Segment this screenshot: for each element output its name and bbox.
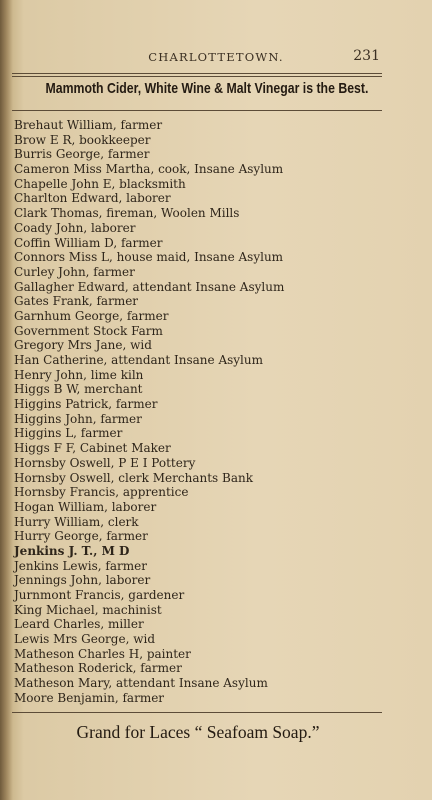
running-title: CHARLOTTETOWN. [148, 50, 284, 64]
directory-entry: Charlton Edward, laborer [14, 191, 171, 206]
directory-entry: Matheson Roderick, farmer [14, 661, 182, 676]
header-rule [12, 73, 382, 74]
directory-entry: Gates Frank, farmer [14, 294, 139, 309]
directory-entry: King Michael, machinist [14, 602, 162, 617]
directory-entry: Government Stock Farm [14, 323, 163, 338]
bottom-advertisement: Grand for Laces “ Seafoam Soap.” [76, 722, 320, 742]
directory-listing [14, 118, 374, 706]
directory-entry: Chapelle John E, blacksmith [14, 176, 186, 191]
directory-entry: Burris George, farmer [14, 147, 150, 162]
directory-entry: Cameron Miss Martha, cook, Insane Asylum [14, 162, 284, 177]
directory-entry: Connors Miss L, house maid, Insane Asylum [14, 250, 284, 265]
directory-entry: Jurnmont Francis, gardener [14, 588, 185, 602]
directory-entry: Coffin William D, farmer [14, 235, 163, 250]
running-head [0, 48, 432, 68]
directory-entry: Coady John, laborer [14, 220, 136, 235]
directory-entry: Jenkins J. T., M D [14, 543, 130, 558]
page-number: 231 [353, 48, 380, 64]
directory-entry: Higgs F F, Cabinet Maker [14, 441, 171, 456]
directory-entry: Henry John, lime kiln [14, 367, 144, 382]
directory-entry: Higgins L, farmer [14, 426, 123, 441]
directory-entry: Higgins Patrick, farmer [14, 397, 158, 412]
directory-entry: Jenkins Lewis, farmer [14, 558, 147, 573]
directory-entry: Matheson Charles H, painter [14, 646, 191, 661]
directory-entry: Garnhum George, farmer [14, 308, 169, 323]
directory-entry: Hurry George, farmer [14, 529, 148, 544]
header-rule-double [12, 76, 382, 77]
directory-entry: Hogan William, laborer [14, 499, 157, 514]
directory-entry: Hornsby Oswell, P E I Pottery [14, 455, 196, 470]
directory-entry: Gregory Mrs Jane, wid [14, 338, 152, 353]
advertisement-rule [12, 110, 382, 111]
top-advertisement: Mammoth Cider, White Wine & Malt Vinegar is the Best. [45, 80, 369, 97]
directory-entry: Matheson Mary, attendant Insane Asylum [14, 676, 268, 691]
directory-entry: Lewis Mrs George, wid [14, 632, 155, 647]
directory-entry: Brehaut William, farmer [14, 118, 163, 132]
directory-entry: Higgins John, farmer [14, 411, 142, 426]
directory-entry: Gallagher Edward, attendant Insane Asylum [14, 279, 285, 294]
directory-entry: Jennings John, laborer [14, 573, 151, 588]
directory-entry: Brow E R, bookkeeper [14, 132, 151, 147]
directory-entry: Hurry William, clerk [14, 514, 139, 529]
directory-entry: Hornsby Oswell, clerk Merchants Bank [14, 470, 253, 485]
directory-entry: Hornsby Francis, apprentice [14, 485, 189, 500]
directory-entry: Han Catherine, attendant Insane Asylum [14, 353, 263, 367]
directory-entry: Higgs B W, merchant [14, 382, 143, 397]
directory-entry: Moore Benjamin, farmer [14, 690, 165, 705]
footer-rule [12, 712, 382, 713]
directory-entry: Clark Thomas, fireman, Woolen Mills [14, 206, 240, 221]
directory-entry: Curley John, farmer [14, 264, 135, 279]
directory-entry: Leard Charles, miller [14, 617, 144, 632]
